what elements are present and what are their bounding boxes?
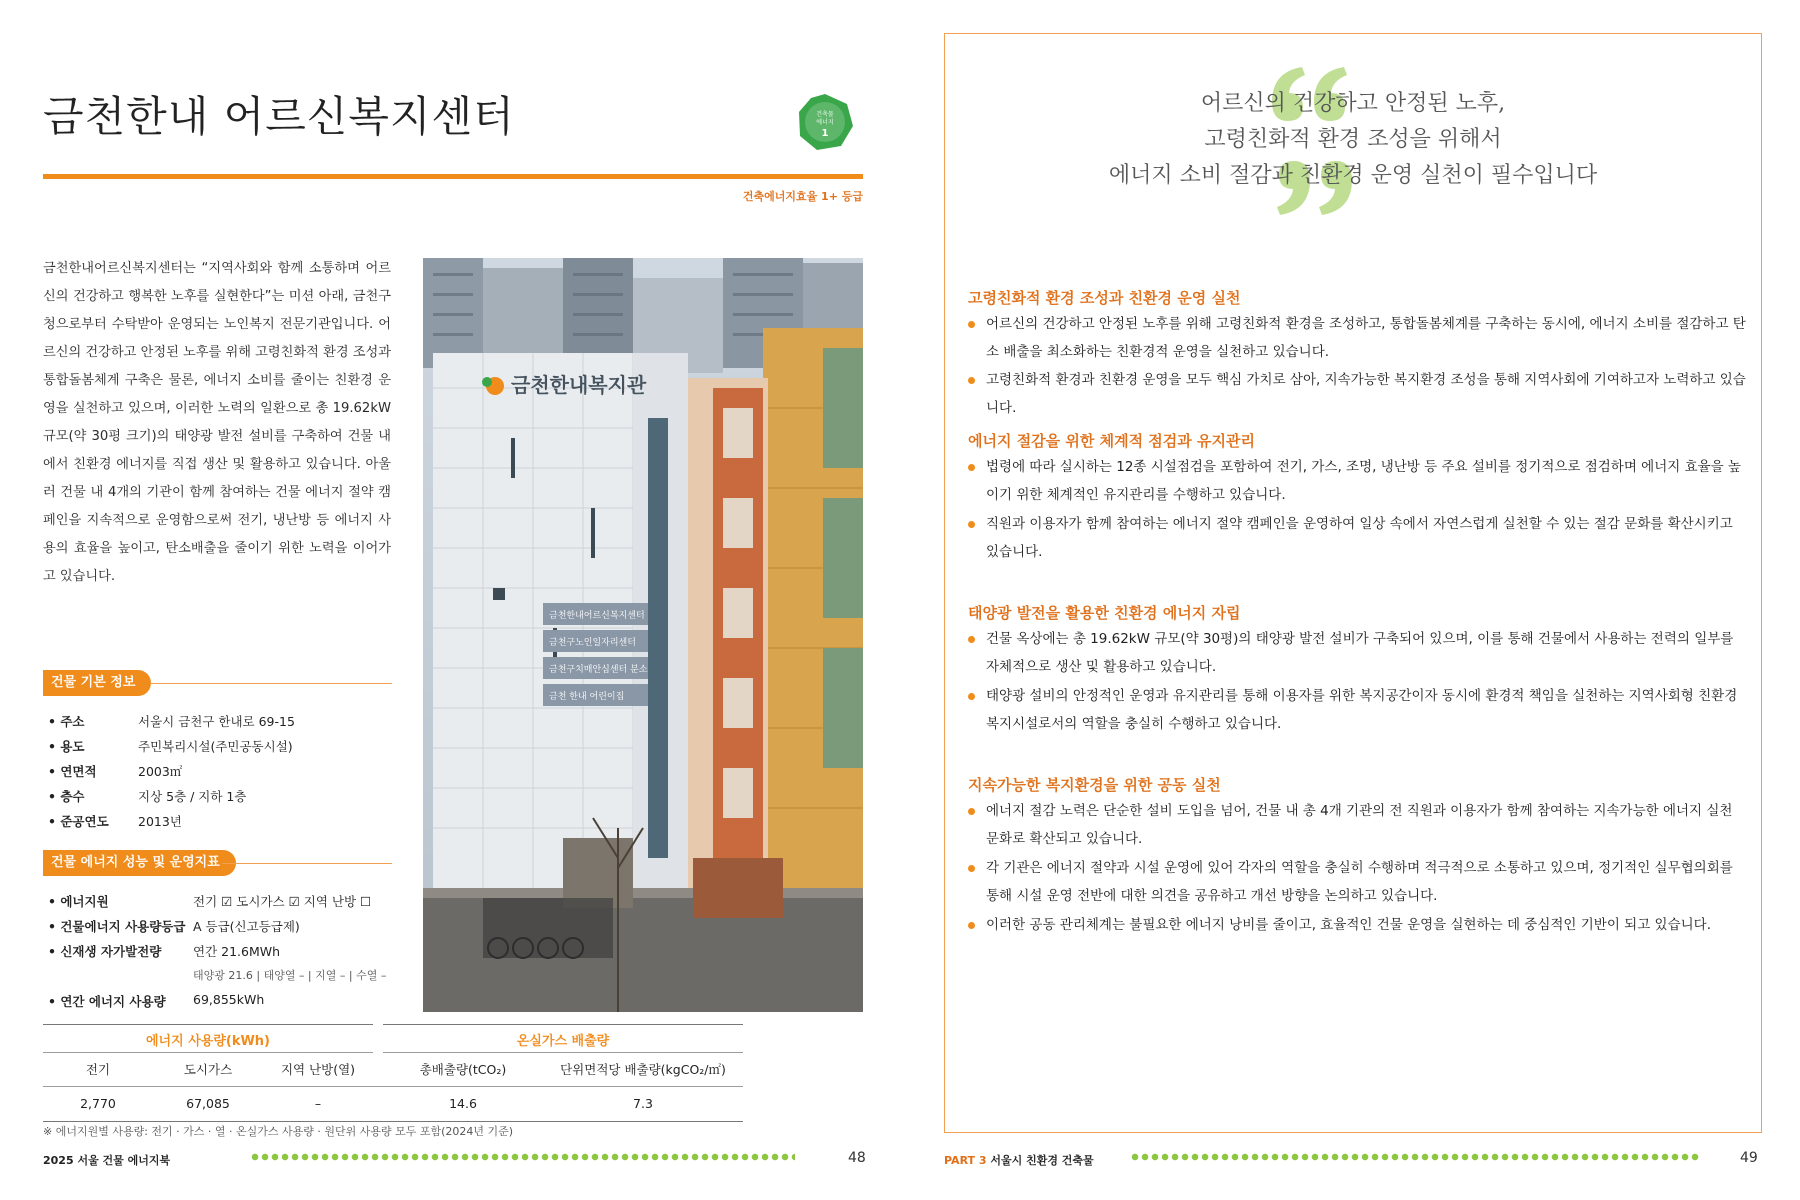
section-4-bullet-3: 이러한 공동 관리체계는 불필요한 에너지 낭비를 줄이고, 효율적인 건물 운영을 실현하는 데 중심적인 기반이 되고 있습니다. xyxy=(968,911,1748,939)
table-cell: 67,085 xyxy=(186,1096,230,1111)
footer-book-title: 2025 서울 건물 에너지북 xyxy=(43,1154,171,1167)
footer-part-label: PART 3 xyxy=(944,1154,987,1167)
page-number-right: 49 xyxy=(1740,1150,1758,1166)
svg-text:에너지: 에너지 xyxy=(816,119,834,126)
building-photo xyxy=(423,258,863,1012)
photo-banner-1: 금천한내어르신복지센터 xyxy=(549,611,645,621)
info-row-completion-year: • 준공연도 2013년 xyxy=(48,814,182,829)
info-row-address: • 주소 서울시 금천구 한내로 69-15 xyxy=(48,714,295,729)
table-cell: 2,770 xyxy=(80,1096,116,1111)
section-4-bullet-2: 각 기관은 에너지 절약과 시설 운영에 있어 각자의 역할을 충실히 수행하며 적극적으로 소통하고 있으며, 정기적인 실무협의회를 통해 시설 운영 전반에 대한 의견을 공유하고 개선 방향을 논의하고 있습니다. xyxy=(968,854,1748,910)
intro-paragraph: 금천한내어르신복지센터는 “지역사회와 함께 소통하며 어르신의 건강하고 행복한 노후를 실현한다”는 미션 아래, 금천구청으로부터 수탁받아 운영되는 노인복지 전문기관입니다. 어르신의 건강하고 안정된 노후를 위해 고령친화적 환경 조성과 통합돌봄체계 구축은 물론, 에너지 소비를 줄이는 친환경 운영을 실천하고 있으며, 이러한 노력의 일환으로 총 19.62kW 규모(약 30평 크기)의 태양광 발전 설비를 구축하여 건물 내에서 친환경 에너지를 직접 생산 및 활용하고 있습니다. 아울러 건물 내 4개의 기관이 함께 참여하는 건물 에너지 절약 캠페인을 지속적으로 운영함으로써 전기, 냉난방 등 에너지 사용의 효율을 높이고, 탄소배출을 줄이기 위한 노력을 이어가고 있습니다. xyxy=(43,261,391,584)
energy-info-heading: 건물 에너지 성능 및 운영지표 xyxy=(43,850,236,876)
quote-line-1: 어르신의 건강하고 안정된 노후, xyxy=(1200,91,1506,116)
section-3-bullet-1: 건물 옥상에는 총 19.62kW 규모(약 30평)의 태양광 발전 설비가 구축되어 있으며, 이를 통해 건물에서 사용하는 전력의 일부를 자체적으로 생산 및 활용하고 있습니다. xyxy=(968,625,1748,681)
table-note: ※ 에너지원별 사용량: 전기 · 가스 · 열 · 온실가스 사용량 · 원단위 사용량 모두 포함(2024년 기준) xyxy=(43,1125,514,1138)
basic-info-rule xyxy=(150,683,392,684)
photo-sign: 금천한내복지관 xyxy=(511,373,647,397)
section-1-bullet-1: 어르신의 건강하고 안정된 노후를 위해 고령친화적 환경을 조성하고, 통합돌봄체계를 구축하는 동시에, 에너지 소비를 절감하고 탄소 배출을 최소화하는 친환경적 운영을 실천하고 있습니다. xyxy=(968,310,1748,366)
section-heading-3: 태양광 발전을 활용한 친환경 에너지 자립 xyxy=(968,604,1241,622)
info-row-annual-energy: • 연간 에너지 사용량 69,855kWh xyxy=(48,992,265,1009)
table-group-energy: 에너지 사용량(kWh) xyxy=(146,1034,270,1049)
footer-dots-right xyxy=(1130,1153,1700,1161)
quote-line-3: 에너지 소비 절감과 친환경 운영 실천이 필수입니다 xyxy=(1108,163,1598,188)
footer-part-title: 서울시 친환경 건축물 xyxy=(990,1154,1094,1167)
table-header: 전기 xyxy=(85,1062,111,1077)
table-header: 도시가스 xyxy=(183,1062,233,1077)
info-row-energy-source: • 에너지원 전기 ☑ 도시가스 ☑ 지역 난방 ☐ xyxy=(48,894,372,909)
table-cell: 7.3 xyxy=(633,1096,653,1111)
svg-text:1: 1 xyxy=(821,128,829,139)
title-underline xyxy=(43,174,863,179)
info-row-renewable-breakdown: 태양광 21.6 | 태양열 – | 지열 – | 수열 – xyxy=(193,969,387,982)
info-row-floors: • 층수 지상 5층 / 지하 1층 xyxy=(48,789,247,804)
footer-part xyxy=(944,1152,1094,1168)
info-row-use: • 용도 주민복리시설(주민공동시설) xyxy=(48,739,293,754)
section-heading-1: 고령친화적 환경 조성과 친환경 운영 실천 xyxy=(968,289,1241,307)
section-1-bullet-2: 고령친화적 환경과 친환경 운영을 모두 핵심 가치로 삼아, 지속가능한 복지환경 조성을 통해 지역사회에 기여하고자 노력하고 있습니다. xyxy=(968,366,1748,422)
table-header: 지역 난방(열) xyxy=(280,1062,356,1077)
energy-grade-badge xyxy=(795,92,855,152)
table-header: 단위면적당 배출량(kgCO₂/㎡) xyxy=(560,1062,726,1077)
info-row-renewable: • 신재생 자가발전량 연간 21.6MWh xyxy=(48,944,281,959)
grade-label: 건축에너지효율 1+ 등급 xyxy=(742,190,863,203)
quote-line-2: 고령친화적 환경 조성을 위해서 xyxy=(1204,127,1502,152)
photo-banner-3: 금천구치매안심센터 분소 xyxy=(549,665,648,675)
section-3-bullet-2: 태양광 설비의 안정적인 운영과 유지관리를 통해 이용자를 위한 복지공간이자 동시에 환경적 책임을 실천하는 지역사회형 친환경 복지시설로서의 역할을 충실히 수행하고 있습니다. xyxy=(968,682,1748,738)
page-number-left: 48 xyxy=(848,1150,866,1166)
energy-table xyxy=(43,1020,743,1130)
photo-banner-2: 금천구노인일자리센터 xyxy=(549,638,636,648)
table-header: 총배출량(tCO₂) xyxy=(419,1062,507,1077)
page-title: 금천한내 어르신복지센터 xyxy=(43,92,515,141)
section-heading-4: 지속가능한 복지환경을 위한 공동 실천 xyxy=(968,776,1221,794)
section-heading-2: 에너지 절감을 위한 체계적 점검과 유지관리 xyxy=(968,432,1255,450)
svg-text:건축물: 건축물 xyxy=(816,111,834,118)
section-2-bullet-1: 법령에 따라 실시하는 12종 시설점검을 포함하여 전기, 가스, 조명, 냉난방 등 주요 설비를 정기적으로 점검하며 에너지 효율을 높이기 위한 체계적인 유지관리를 수행하고 있습니다. xyxy=(968,453,1748,509)
table-cell: – xyxy=(314,1096,322,1111)
photo-banner-4: 금천 한내 어린이집 xyxy=(549,692,625,702)
info-row-energy-grade: • 건물에너지 사용량등급 A 등급(신고등급제) xyxy=(48,919,300,934)
table-group-ghg: 온실가스 배출량 xyxy=(516,1034,610,1049)
section-4-bullet-1: 에너지 절감 노력은 단순한 설비 도입을 넘어, 건물 내 총 4개 기관의 전 직원과 이용자가 함께 참여하는 지속가능한 에너지 실천 문화로 확산되고 있습니다. xyxy=(968,797,1748,853)
energy-info-rule xyxy=(222,863,392,864)
footer-dots xyxy=(250,1153,795,1161)
info-row-floor-area: • 연면적 2003㎡ xyxy=(48,764,183,779)
basic-info-heading: 건물 기본 정보 xyxy=(43,670,151,696)
table-cell: 14.6 xyxy=(449,1096,477,1111)
section-2-bullet-2: 직원과 이용자가 함께 참여하는 에너지 절약 캠페인을 운영하여 일상 속에서 자연스럽게 실천할 수 있는 절감 문화를 확산시키고 있습니다. xyxy=(968,510,1748,566)
